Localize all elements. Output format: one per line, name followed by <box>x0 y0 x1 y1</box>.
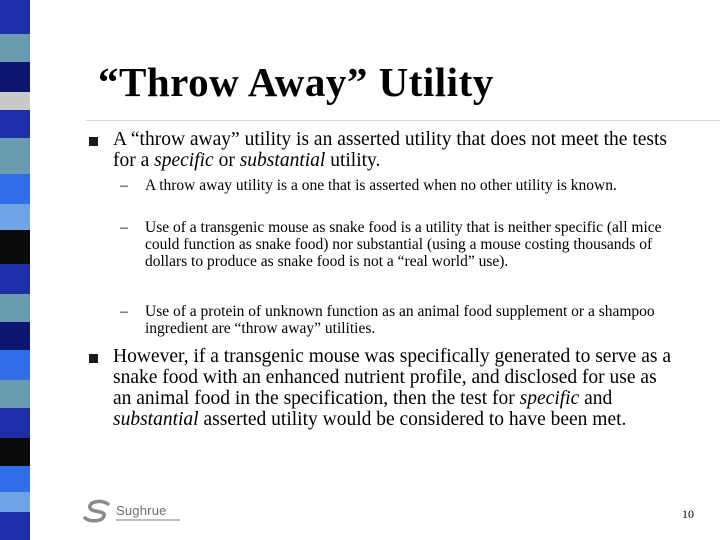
bullet-1-text-part: A “throw away” utility is an asserted utility that does not meet the tests for a <box>113 129 668 171</box>
bullet-1-emphasis-specific: specific <box>154 150 214 171</box>
bullet-1-emphasis-substantial: substantial <box>239 150 326 171</box>
logo-text: Sughrue <box>116 503 167 518</box>
page-number: 10 <box>682 507 694 521</box>
bullet-marker <box>89 137 98 146</box>
bullet-2-emphasis-specific: specific <box>519 388 580 409</box>
logo-tagline-line <box>116 519 180 521</box>
bullet-marker <box>89 354 98 363</box>
stripe-block <box>0 380 30 408</box>
stripe-block <box>0 110 30 138</box>
stripe-block <box>0 174 30 204</box>
stripe-block <box>0 512 30 540</box>
bullet-2-text <box>113 346 673 430</box>
stripe-block <box>0 408 30 438</box>
stripe-block <box>0 138 30 174</box>
stripe-block <box>0 492 30 512</box>
stripe-block <box>0 34 30 62</box>
stripe-block <box>0 322 30 350</box>
stripe-block <box>0 264 30 294</box>
sub-bullet-3: Use of a protein of unknown function as an animal food supplement or a shampoo ingredient are “throw away” utilities. <box>145 303 655 337</box>
sub-bullet-2: Use of a transgenic mouse as snake food is a utility that is neither specific (all mice could function as snake food) nor substantial (using a mouse costing thousands of dollars to produce as snake food is not a “real world” use). <box>145 219 662 270</box>
sub-bullet-dash: – <box>120 303 128 320</box>
sub-bullet-1: A throw away utility is a one that is asserted when no other utility is known. <box>145 177 617 194</box>
bullet-2-text-part: and <box>579 388 613 409</box>
stripe-block <box>0 92 30 110</box>
bullet-1-text-part: or <box>213 150 240 171</box>
bullet-2-text-part: asserted utility would be considered to have been met. <box>198 409 627 430</box>
stripe-block <box>0 0 30 34</box>
stripe-block <box>0 294 30 322</box>
stripe-block <box>0 230 30 264</box>
bullet-2-text-part: However, if a transgenic mouse was specifically generated to serve as a snake food with an enhanced nutrient profile, and disclosed for use as an animal food in the specification, then the test for <box>113 346 671 409</box>
sub-bullet-dash: – <box>120 219 128 236</box>
stripe-block <box>0 466 30 492</box>
sughrue-logo <box>82 498 182 528</box>
title-divider <box>86 120 720 121</box>
stripe-block <box>0 204 30 230</box>
stripe-block <box>0 438 30 466</box>
stripe-block <box>0 62 30 92</box>
page-title: “Throw Away” Utility <box>98 59 494 105</box>
sub-bullet-dash: – <box>120 177 128 194</box>
bullet-1-text <box>113 129 673 171</box>
bullet-2-emphasis-substantial: substantial <box>113 409 199 430</box>
bullet-1-text-part: utility. <box>325 150 381 171</box>
swoosh-icon <box>82 498 114 526</box>
stripe-block <box>0 350 30 380</box>
decorative-stripe <box>0 0 30 540</box>
